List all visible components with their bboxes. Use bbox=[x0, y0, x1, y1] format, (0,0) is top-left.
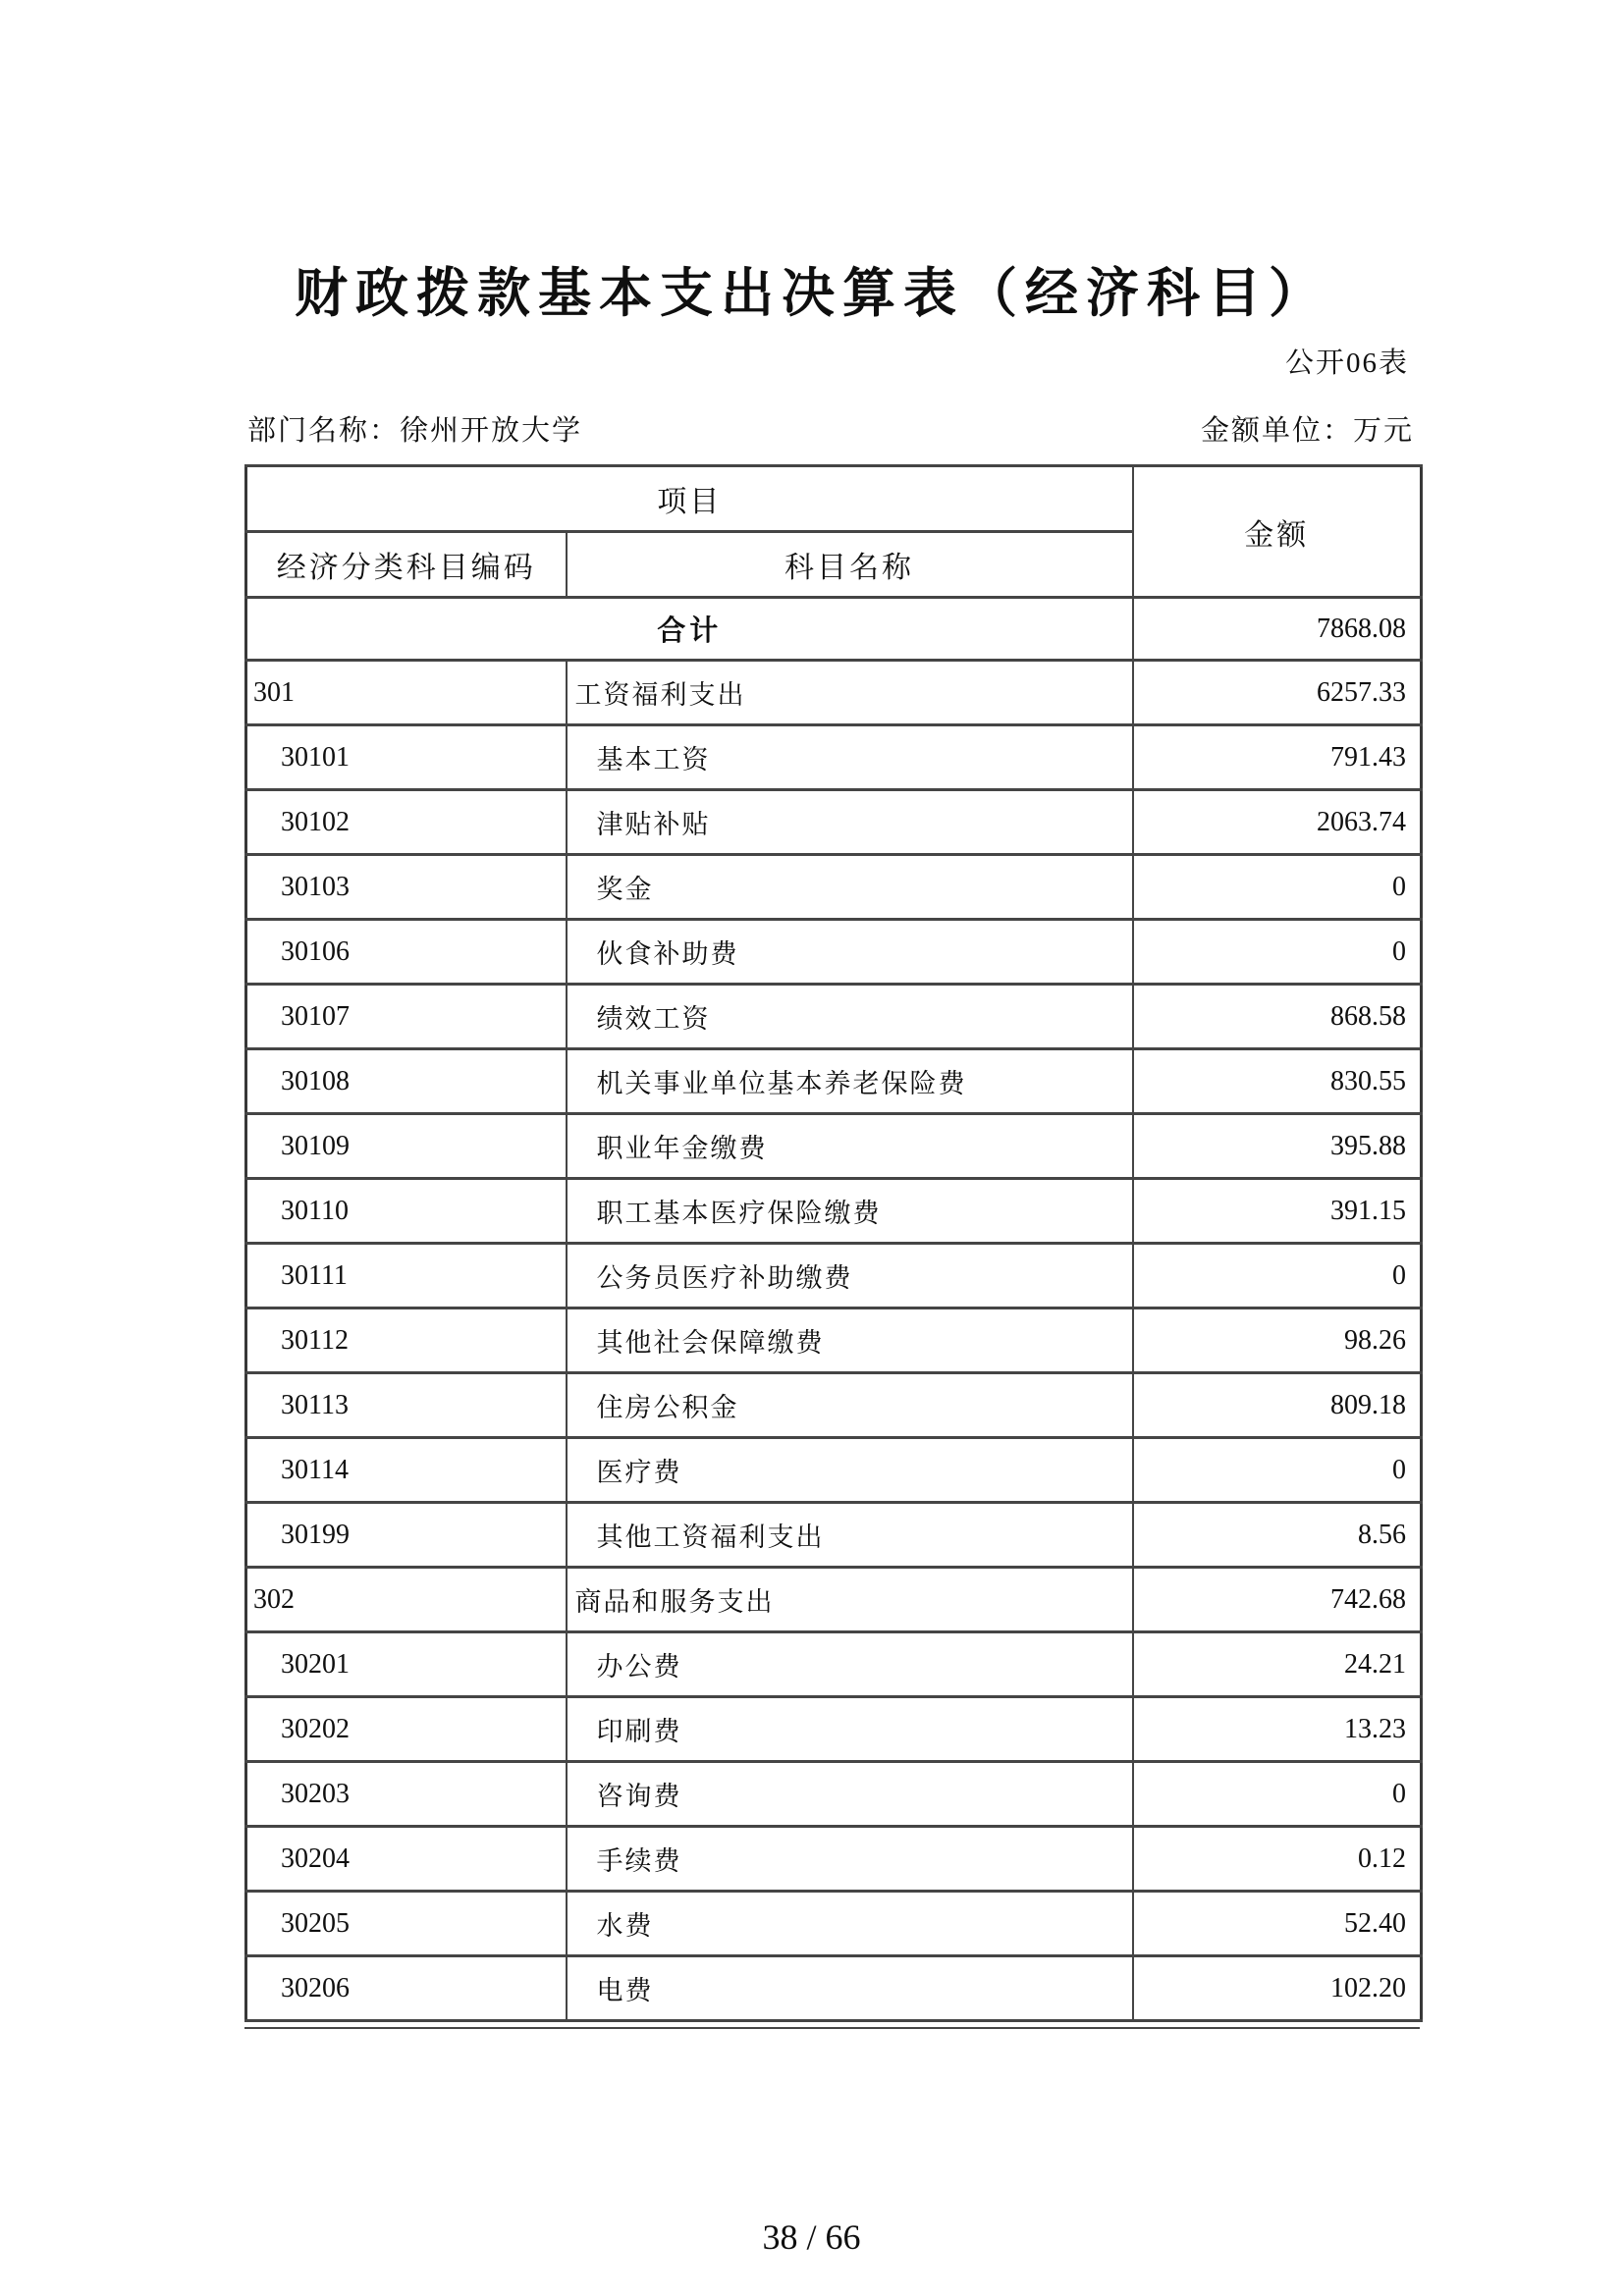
row-amount-cell bbox=[1133, 1244, 1422, 1308]
row-code-text: 30101 bbox=[281, 741, 350, 773]
total-row bbox=[246, 598, 1422, 661]
table-row bbox=[246, 1244, 1422, 1308]
row-amount-text: 791.43 bbox=[1330, 741, 1406, 773]
row-name-text: 手续费 bbox=[596, 1846, 682, 1876]
row-code-text: 30110 bbox=[281, 1195, 349, 1226]
row-amount-text: 0 bbox=[1392, 935, 1406, 967]
header-code: 经济分类科目编码 bbox=[246, 532, 567, 598]
row-name-text: 基本工资 bbox=[596, 745, 711, 774]
row-name-text: 印刷费 bbox=[596, 1717, 682, 1746]
row-amount-text: 2063.74 bbox=[1317, 806, 1406, 837]
row-code-text: 30205 bbox=[281, 1907, 350, 1939]
header-row-1 bbox=[246, 466, 1422, 532]
row-amount-text: 868.58 bbox=[1330, 1000, 1406, 1032]
row-amount-cell bbox=[1133, 1956, 1422, 2021]
row-amount-cell bbox=[1133, 1697, 1422, 1762]
row-amount-text: 102.20 bbox=[1330, 1972, 1406, 2003]
row-code-text: 30199 bbox=[281, 1519, 350, 1550]
row-code-text: 30107 bbox=[281, 1000, 350, 1032]
row-code-text: 30103 bbox=[281, 871, 350, 902]
table-row bbox=[246, 1892, 1422, 1956]
row-name-cell bbox=[567, 1114, 1133, 1179]
row-name-cell bbox=[567, 1827, 1133, 1892]
row-amount-cell bbox=[1133, 1049, 1422, 1114]
row-name-cell bbox=[567, 985, 1133, 1049]
row-code-text: 30206 bbox=[281, 1972, 350, 2003]
table-row bbox=[246, 1697, 1422, 1762]
table-row bbox=[246, 1114, 1422, 1179]
table-row bbox=[246, 1956, 1422, 2021]
row-name-text: 水费 bbox=[596, 1911, 654, 1941]
row-code-text: 30106 bbox=[281, 935, 350, 967]
row-name-cell bbox=[567, 1438, 1133, 1503]
row-amount-text: 742.68 bbox=[1330, 1583, 1406, 1615]
row-name-cell bbox=[567, 790, 1133, 855]
table-row bbox=[246, 725, 1422, 790]
row-amount-cell bbox=[1133, 725, 1422, 790]
row-code-cell bbox=[246, 1049, 567, 1114]
row-name-cell bbox=[567, 661, 1133, 725]
row-amount-cell bbox=[1133, 1373, 1422, 1438]
header-amount: 金额 bbox=[1133, 466, 1422, 598]
row-name-text: 商品和服务支出 bbox=[574, 1587, 775, 1617]
budget-table-container bbox=[244, 464, 1420, 2029]
row-name-cell bbox=[567, 1503, 1133, 1568]
row-amount-text: 0 bbox=[1392, 1778, 1406, 1809]
row-amount-cell bbox=[1133, 1892, 1422, 1956]
row-code-cell bbox=[246, 1568, 567, 1632]
row-name-text: 职工基本医疗保险缴费 bbox=[596, 1199, 882, 1228]
row-code-cell bbox=[246, 790, 567, 855]
row-code-cell bbox=[246, 1632, 567, 1697]
row-amount-text: 395.88 bbox=[1330, 1130, 1406, 1161]
table-row bbox=[246, 1632, 1422, 1697]
row-amount-cell bbox=[1133, 1179, 1422, 1244]
row-amount-cell bbox=[1133, 790, 1422, 855]
row-amount-text: 0.12 bbox=[1358, 1842, 1406, 1874]
row-amount-cell bbox=[1133, 920, 1422, 985]
row-name-text: 电费 bbox=[596, 1976, 654, 2005]
row-amount-cell bbox=[1133, 1762, 1422, 1827]
row-name-cell bbox=[567, 1956, 1133, 2021]
row-name-cell bbox=[567, 725, 1133, 790]
row-code-cell bbox=[246, 1697, 567, 1762]
row-amount-cell bbox=[1133, 855, 1422, 920]
header-item: 项目 bbox=[246, 466, 1133, 532]
table-row bbox=[246, 1827, 1422, 1892]
row-amount-cell bbox=[1133, 1438, 1422, 1503]
row-code-cell bbox=[246, 855, 567, 920]
table-row bbox=[246, 790, 1422, 855]
header-subject-name: 科目名称 bbox=[567, 532, 1133, 598]
row-code-cell bbox=[246, 1762, 567, 1827]
row-name-cell bbox=[567, 1373, 1133, 1438]
table-row bbox=[246, 1179, 1422, 1244]
row-name-text: 机关事业单位基本养老保险费 bbox=[596, 1069, 967, 1098]
table-row bbox=[246, 1762, 1422, 1827]
row-amount-text: 0 bbox=[1392, 871, 1406, 902]
row-code-cell bbox=[246, 1956, 567, 2021]
table-body bbox=[246, 598, 1422, 2021]
row-name-text: 津贴补贴 bbox=[596, 810, 711, 839]
row-code-text: 30202 bbox=[281, 1713, 350, 1744]
row-name-cell bbox=[567, 1308, 1133, 1373]
row-code-text: 30114 bbox=[281, 1454, 349, 1485]
row-code-cell bbox=[246, 661, 567, 725]
row-amount-text: 52.40 bbox=[1344, 1907, 1406, 1939]
budget-table bbox=[244, 464, 1423, 2022]
row-amount-cell bbox=[1133, 985, 1422, 1049]
row-code-text: 30108 bbox=[281, 1065, 350, 1096]
row-name-text: 其他工资福利支出 bbox=[596, 1522, 825, 1552]
row-amount-cell bbox=[1133, 1114, 1422, 1179]
row-name-text: 住房公积金 bbox=[596, 1393, 739, 1422]
row-name-text: 办公费 bbox=[596, 1652, 682, 1682]
row-code-cell bbox=[246, 985, 567, 1049]
row-code-text: 30204 bbox=[281, 1842, 350, 1874]
row-name-cell bbox=[567, 855, 1133, 920]
row-code-text: 30203 bbox=[281, 1778, 350, 1809]
row-amount-text: 98.26 bbox=[1344, 1324, 1406, 1356]
row-name-cell bbox=[567, 1179, 1133, 1244]
row-amount-cell bbox=[1133, 661, 1422, 725]
table-row bbox=[246, 855, 1422, 920]
row-amount-text: 809.18 bbox=[1330, 1389, 1406, 1420]
row-name-text: 其他社会保障缴费 bbox=[596, 1328, 825, 1358]
row-amount-text: 8.56 bbox=[1358, 1519, 1406, 1550]
row-code-cell bbox=[246, 1308, 567, 1373]
row-amount-cell bbox=[1133, 1568, 1422, 1632]
row-name-text: 医疗费 bbox=[596, 1458, 682, 1487]
total-amount-cell: 7868.08 bbox=[1133, 598, 1422, 661]
table-closing-rule bbox=[244, 2027, 1420, 2029]
row-code-text: 30111 bbox=[281, 1259, 348, 1291]
row-name-text: 奖金 bbox=[596, 875, 654, 904]
row-amount-text: 13.23 bbox=[1344, 1713, 1406, 1744]
row-code-text: 301 bbox=[253, 676, 295, 708]
row-amount-text: 391.15 bbox=[1330, 1195, 1406, 1226]
row-name-cell bbox=[567, 920, 1133, 985]
row-code-cell bbox=[246, 1373, 567, 1438]
row-amount-text: 0 bbox=[1392, 1454, 1406, 1485]
table-row bbox=[246, 985, 1422, 1049]
row-code-text: 30109 bbox=[281, 1130, 350, 1161]
total-label-cell: 合计 bbox=[246, 598, 1133, 661]
sheet-number-label: 公开06表 bbox=[1284, 347, 1409, 379]
row-code-cell bbox=[246, 1892, 567, 1956]
row-name-cell bbox=[567, 1244, 1133, 1308]
table-row bbox=[246, 1503, 1422, 1568]
table-row bbox=[246, 1568, 1422, 1632]
row-name-text: 公务员医疗补助缴费 bbox=[596, 1263, 853, 1293]
row-code-text: 30102 bbox=[281, 806, 350, 837]
row-amount-text: 6257.33 bbox=[1317, 676, 1406, 708]
row-name-cell bbox=[567, 1697, 1133, 1762]
meta-row bbox=[247, 408, 1414, 449]
row-code-cell bbox=[246, 920, 567, 985]
row-name-text: 工资福利支出 bbox=[574, 680, 746, 710]
row-amount-text: 24.21 bbox=[1344, 1648, 1406, 1680]
row-amount-cell bbox=[1133, 1503, 1422, 1568]
row-name-text: 咨询费 bbox=[596, 1782, 682, 1811]
row-code-cell bbox=[246, 1503, 567, 1568]
amount-unit-label: 金额单位：万元 bbox=[1200, 415, 1414, 447]
row-code-text: 30201 bbox=[281, 1648, 350, 1680]
row-name-cell bbox=[567, 1632, 1133, 1697]
table-row bbox=[246, 920, 1422, 985]
row-code-cell bbox=[246, 1114, 567, 1179]
row-amount-cell bbox=[1133, 1827, 1422, 1892]
row-code-text: 30112 bbox=[281, 1324, 349, 1356]
department-name-label: 部门名称：徐州开放大学 bbox=[247, 415, 583, 447]
table-row bbox=[246, 1373, 1422, 1438]
table-row bbox=[246, 1308, 1422, 1373]
row-amount-cell bbox=[1133, 1632, 1422, 1697]
row-name-text: 伙食补助费 bbox=[596, 939, 739, 969]
row-amount-cell bbox=[1133, 1308, 1422, 1373]
row-code-text: 302 bbox=[253, 1583, 295, 1615]
table-row bbox=[246, 661, 1422, 725]
row-name-cell bbox=[567, 1049, 1133, 1114]
table-header bbox=[246, 466, 1422, 598]
row-code-cell bbox=[246, 1244, 567, 1308]
row-name-cell bbox=[567, 1892, 1133, 1956]
page-title: 财政拨款基本支出决算表（经济科目） bbox=[295, 264, 1329, 323]
row-name-text: 职业年金缴费 bbox=[596, 1134, 768, 1163]
row-amount-text: 830.55 bbox=[1330, 1065, 1406, 1096]
row-code-cell bbox=[246, 725, 567, 790]
page-number: 38 / 66 bbox=[762, 2217, 861, 2257]
row-code-text: 30113 bbox=[281, 1389, 349, 1420]
row-code-cell bbox=[246, 1438, 567, 1503]
row-code-cell bbox=[246, 1827, 567, 1892]
row-name-text: 绩效工资 bbox=[596, 1004, 711, 1034]
row-code-cell bbox=[246, 1179, 567, 1244]
row-amount-text: 0 bbox=[1392, 1259, 1406, 1291]
row-name-cell bbox=[567, 1762, 1133, 1827]
row-name-cell bbox=[567, 1568, 1133, 1632]
table-row bbox=[246, 1049, 1422, 1114]
table-row bbox=[246, 1438, 1422, 1503]
